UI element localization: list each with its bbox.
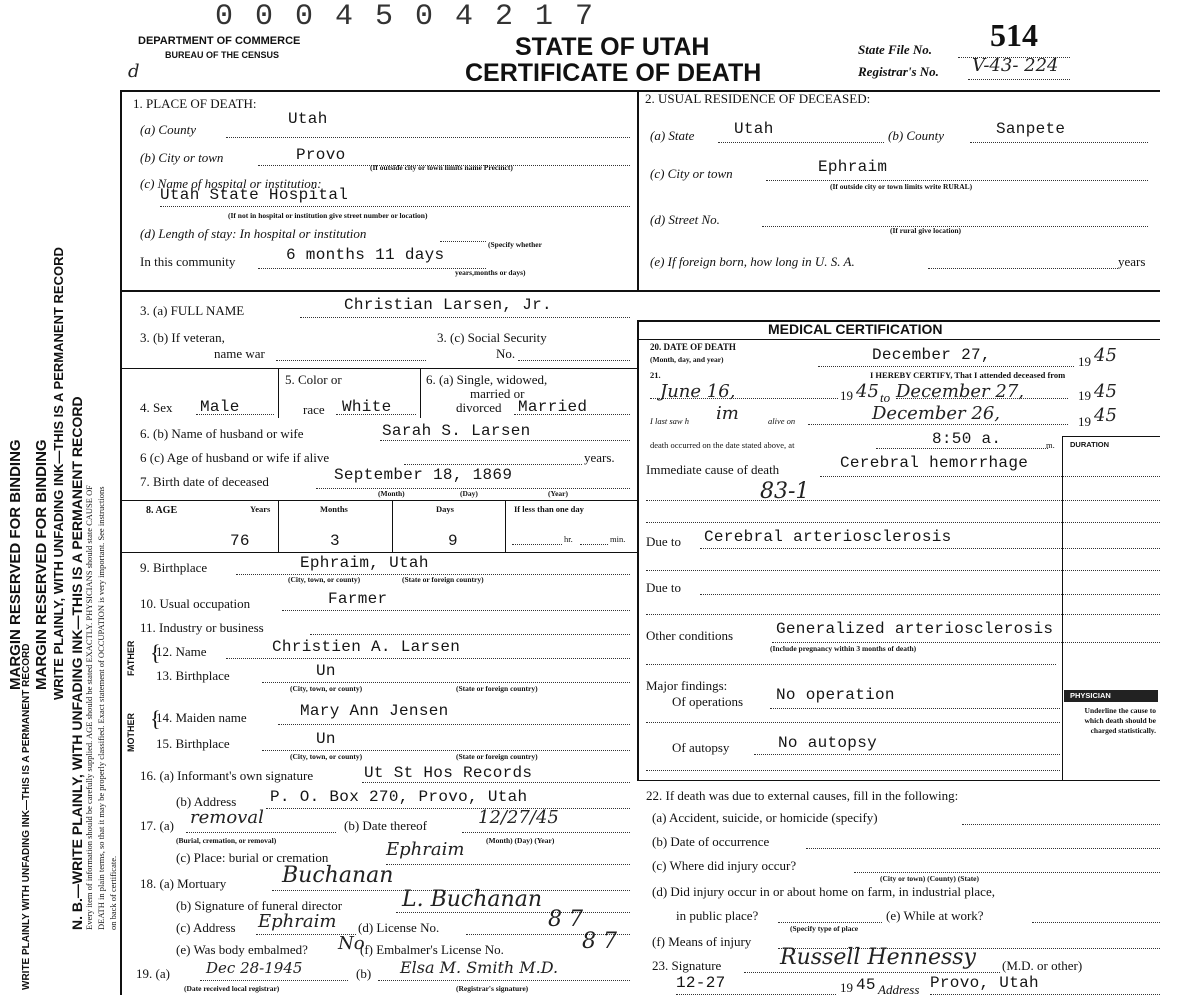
attended-to-year: 45: [1094, 381, 1117, 402]
bureau-label: BUREAU OF THE CENSUS: [165, 50, 280, 60]
father-bp-state-note: (State or foreign country): [456, 684, 538, 693]
hospital-note: (If not in hospital or institution give street number or location): [228, 211, 428, 220]
registrar-signature-label: (b): [356, 966, 372, 981]
death-city-label: (b) City or town: [140, 150, 224, 165]
foreign-born-years-label: years: [1118, 254, 1146, 269]
residence-city-label: (c) City or town: [650, 166, 733, 181]
burial-note: (Burial, cremation, or removal): [176, 836, 277, 845]
spouse-age-years: years.: [584, 450, 615, 465]
registrar-item-label: 19. (a): [136, 966, 170, 981]
residence-heading: 2. USUAL RESIDENCE OF DECEASED:: [645, 91, 871, 106]
physician-md-label: (M.D. or other): [1002, 958, 1083, 973]
attended-to-label: to: [880, 390, 891, 405]
embalmer-license-value: 8 7: [582, 929, 617, 954]
cause-code: 83-1: [760, 479, 810, 504]
margin-binding-1: MARGIN RESERVED FOR BINDING: [7, 439, 24, 690]
death-city-note: (If outside city or town limits name Precinct): [370, 163, 513, 172]
birth-date-value: September 18, 1869: [334, 466, 513, 484]
social-security-label: 3. (c) Social Security: [437, 330, 547, 345]
street-note: (If rural give location): [890, 226, 962, 235]
license-value: 8 7: [548, 907, 583, 932]
birth-date-label: 7. Birth date of deceased: [140, 474, 269, 489]
mother-birthplace-value: Un: [316, 730, 336, 748]
due-to-1-label: Due to: [646, 534, 682, 549]
social-security-no-label: No.: [496, 346, 516, 361]
registrar-date-note: (Date received local registrar): [184, 984, 280, 993]
color-label: 5. Color or: [285, 372, 342, 387]
burial-date-note: (Month) (Day) (Year): [486, 836, 555, 845]
major-findings-label: Major findings:: [646, 678, 728, 693]
birth-day-note: (Day): [460, 489, 478, 498]
due-to-1-value: Cerebral arteriosclerosis: [704, 528, 952, 546]
operations-value: No operation: [776, 686, 895, 704]
physician-box-note: Underline the cause to which death should be charged statistically.: [1084, 706, 1156, 735]
external-accident-label: (a) Accident, suicide, or homicide (specify): [652, 810, 878, 825]
registrar-signature-note: (Registrar's signature): [456, 984, 529, 993]
external-type-note: (Specify type of place: [790, 924, 859, 933]
mortuary-value: Buchanan: [282, 863, 394, 888]
external-where-note: (City or town) (County) (State): [880, 874, 980, 883]
margin-permanent-record-1: WRITE PLAINLY WITH UNFADING INK—THIS IS A PERMANENT RECORD: [21, 643, 32, 990]
age-years-value: 76: [230, 532, 250, 550]
age-days-column: Days: [436, 504, 454, 514]
death-county-value: Utah: [288, 110, 328, 128]
death-city-value: Provo: [296, 146, 346, 164]
race-label: race: [303, 402, 325, 417]
maiden-name-value: Mary Ann Jensen: [300, 702, 449, 720]
other-conditions-label: Other conditions: [646, 628, 734, 643]
funeral-director-signature: L. Buchanan: [402, 887, 542, 912]
informant-signature-label: 16. (a) Informant's own signature: [140, 768, 314, 783]
date-of-death-year: 45: [1094, 345, 1117, 366]
veteran-label: 3. (b) If veteran,: [140, 330, 225, 345]
external-date-label: (b) Date of occurrence: [652, 834, 770, 849]
mortuary-address-label: (c) Address: [176, 920, 236, 935]
item-21-label: 21.: [650, 370, 661, 380]
residence-state-value: Utah: [734, 120, 774, 138]
embalmer-license-label: (f) Embalmer's License No.: [360, 942, 504, 957]
full-name-value: Christian Larsen, Jr.: [344, 296, 552, 314]
birthplace-city-note: (City, town, or county): [288, 575, 361, 584]
certificate-title: CERTIFICATE OF DEATH: [465, 59, 762, 87]
margin-nb-note: N. B.—WRITE PLAINLY, WITH UNFADING INK—THIS IS A PERMANENT RECORD: [69, 396, 85, 930]
margin-instructions-2: DEATH in plain terms, so that it may be properly classified. Exact statement of OCCUPATION is very important. See instructions: [96, 486, 106, 930]
mother-birthplace-label: 15. Birthplace: [156, 736, 230, 751]
margin-instructions-1: Every item of information should be carefully supplied. AGE should be stated EXACTLY. PHYSICIANS should state CAUSE OF: [84, 485, 94, 930]
marital-label-3: divorced: [456, 400, 502, 415]
informant-signature-value: Ut St Hos Records: [364, 764, 533, 782]
duration-column-label: DURATION: [1070, 440, 1110, 449]
sex-label: 4. Sex: [140, 400, 173, 415]
stay-label: (d) Length of stay: In hospital or institution: [140, 226, 367, 241]
mortuary-label: 18. (a) Mortuary: [140, 876, 227, 891]
registrar-date-value: Dec 28-1945: [206, 959, 303, 977]
signature-address-label: Address: [878, 982, 920, 997]
immediate-cause-value: Cerebral hemorrhage: [840, 454, 1029, 472]
full-name-label: 3. (a) FULL NAME: [140, 303, 245, 318]
medical-certification-heading: MEDICAL CERTIFICATION: [768, 321, 943, 337]
burial-date-value: 12/27/45: [478, 807, 559, 828]
age-months-column: Months: [320, 504, 348, 514]
birthplace-value: Ephraim, Utah: [300, 554, 429, 572]
age-min-label: min.: [610, 534, 626, 544]
attended-from-year: 45: [856, 381, 879, 402]
informant-address-label: (b) Address: [176, 794, 237, 809]
autopsy-label: Of autopsy: [672, 740, 730, 755]
father-name-label: 12. Name: [156, 644, 207, 659]
due-to-2-label: Due to: [646, 580, 682, 595]
signature-address-value: Provo, Utah: [930, 974, 1039, 992]
external-where-label: (c) Where did injury occur?: [652, 858, 797, 873]
place-of-death-heading: 1. PLACE OF DEATH:: [133, 96, 257, 111]
attended-to-year-prefix: 19: [1078, 388, 1091, 403]
mother-bp-city-note: (City, town, or county): [290, 752, 363, 761]
marital-label-2: married or: [470, 386, 525, 401]
margin-binding-2: MARGIN RESERVED FOR BINDING: [33, 439, 50, 690]
registrar-number-label: Registrar's No.: [858, 64, 939, 79]
residence-county-value: Sanpete: [996, 120, 1066, 138]
date-of-death-label: 20. DATE OF DEATH: [650, 342, 736, 352]
community-note: years,months or days): [455, 268, 526, 277]
death-time-value: 8:50 a.: [932, 430, 1002, 448]
community-value: 6 months 11 days: [286, 246, 445, 264]
funeral-director-label: (b) Signature of funeral director: [176, 898, 343, 913]
embalmed-value: No: [338, 933, 365, 954]
state-file-label: State File No.: [858, 42, 933, 57]
operations-label: Of operations: [672, 694, 744, 709]
burial-date-label: (b) Date thereof: [344, 818, 428, 833]
age-less-than-day-column: If less than one day: [514, 504, 584, 514]
death-occurred-label: death occurred on the date stated above, at: [650, 440, 795, 450]
state-file-number: 514: [990, 17, 1038, 53]
date-of-death-year-prefix: 19: [1078, 354, 1091, 369]
age-label: 8. AGE: [146, 505, 178, 516]
residence-city-value: Ephraim: [818, 158, 888, 176]
attended-from-value: June 16,: [660, 381, 736, 402]
mortuary-address-value: Ephraim: [258, 911, 337, 932]
burial-place-value: Ephraim: [386, 839, 465, 860]
industry-label: 11. Industry or business: [140, 620, 264, 635]
residence-city-note: (If outside city or town limits write RURAL): [830, 182, 973, 191]
birth-year-note: (Year): [548, 489, 568, 498]
signature-year: 45: [856, 976, 876, 994]
registrar-number: V-43- 224: [972, 55, 1059, 76]
alive-on-label: alive on: [768, 416, 796, 426]
autopsy-value: No autopsy: [778, 734, 878, 752]
last-saw-label: I last saw h: [650, 416, 689, 426]
date-of-death-value: December 27,: [872, 346, 991, 364]
burial-place-label: (c) Place: burial or cremation: [176, 850, 329, 865]
occupation-value: Farmer: [328, 590, 388, 608]
certificate-serial-number: 0 0 0 4 5 0 4 2 1 7: [215, 0, 596, 34]
attended-from-year-prefix: 19: [840, 388, 853, 403]
death-county-label: (a) County: [140, 122, 196, 137]
alive-on-value: December 26,: [872, 403, 1001, 424]
father-bp-city-note: (City, town, or county): [290, 684, 363, 693]
external-at-work-label: (e) While at work?: [886, 908, 984, 923]
external-public-place-label: in public place?: [676, 908, 759, 923]
residence-county-label: (b) County: [888, 128, 944, 143]
department-label: DEPARTMENT OF COMMERCE: [138, 35, 301, 47]
informant-address-value: P. O. Box 270, Provo, Utah: [270, 788, 528, 806]
war-label: name war: [214, 346, 265, 361]
street-label: (d) Street No.: [650, 212, 720, 227]
external-means-label: (f) Means of injury: [652, 934, 752, 949]
signature-date-value: 12-27: [676, 974, 726, 992]
physician-signature: Russell Hennessy: [780, 945, 976, 970]
hospital-value: Utah State Hospital: [160, 186, 349, 204]
burial-value: removal: [190, 807, 264, 828]
race-value: White: [342, 398, 392, 416]
alive-on-year: 45: [1094, 405, 1117, 426]
mother-bp-state-note: (State or foreign country): [456, 752, 538, 761]
margin-permanent-record-2: WRITE PLAINLY, WITH UNFADING INK—THIS IS A PERMANENT RECORD: [51, 247, 66, 700]
immediate-cause-label: Immediate cause of death: [646, 462, 780, 477]
license-label: (d) License No.: [358, 920, 440, 935]
marital-value: Married: [518, 398, 588, 416]
external-home-farm-label: (d) Did injury occur in or about home on farm, in industrial place,: [652, 884, 995, 899]
age-years-column: Years: [250, 504, 271, 514]
signature-year-prefix: 19: [840, 980, 853, 995]
margin-instructions-3: on back of certificate.: [108, 855, 118, 930]
residence-state-label: (a) State: [650, 128, 695, 143]
date-of-death-note: (Month, day, and year): [650, 355, 724, 364]
father-birthplace-value: Un: [316, 662, 336, 680]
spouse-label: 6. (b) Name of husband or wife: [140, 426, 304, 441]
mother-side-label: MOTHER: [126, 713, 136, 752]
foreign-born-label: (e) If foreign born, how long in U. S. A.: [650, 254, 855, 269]
father-birthplace-label: 13. Birthplace: [156, 668, 230, 683]
physician-signature-label: 23. Signature: [652, 958, 722, 973]
burial-label: 17. (a): [140, 818, 174, 833]
marital-label-1: 6. (a) Single, widowed,: [426, 372, 548, 387]
state-title: STATE OF UTAH: [515, 33, 710, 61]
external-causes-heading: 22. If death was due to external causes, fill in the following:: [646, 788, 959, 803]
father-name-value: Christien A. Larsen: [272, 638, 461, 656]
death-time-m-label: m.: [1046, 440, 1055, 450]
attended-to-value: December 27,: [896, 381, 1025, 402]
stay-note: (Specify whether: [488, 240, 542, 249]
other-conditions-note: (Include pregnancy within 3 months of death): [770, 644, 917, 653]
corner-mark: d: [128, 61, 140, 82]
hospital-label: (c) Name of hospital or institution:: [140, 176, 322, 191]
age-months-value: 3: [330, 532, 340, 550]
embalmed-label: (e) Was body embalmed?: [176, 942, 308, 957]
father-side-label: FATHER: [126, 640, 136, 676]
last-saw-value: im: [716, 403, 739, 424]
birth-month-note: (Month): [378, 489, 405, 498]
certify-label: I HEREBY CERTIFY, That I attended deceased from: [870, 370, 1066, 380]
spouse-age-label: 6 (c) Age of husband or wife if alive: [140, 450, 330, 465]
birthplace-label: 9. Birthplace: [140, 560, 208, 575]
registrar-signature: Elsa M. Smith M.D.: [400, 958, 559, 977]
occupation-label: 10. Usual occupation: [140, 596, 251, 611]
age-hr-label: hr.: [564, 534, 573, 544]
physician-box-label: PHYSICIAN: [1070, 691, 1111, 700]
alive-on-year-prefix: 19: [1078, 414, 1091, 429]
birthplace-state-note: (State or foreign country): [402, 575, 484, 584]
maiden-name-label: 14. Maiden name: [156, 710, 247, 725]
spouse-value: Sarah S. Larsen: [382, 422, 531, 440]
age-days-value: 9: [448, 532, 458, 550]
other-conditions-value: Generalized arteriosclerosis: [776, 620, 1054, 638]
community-label: In this community: [140, 254, 236, 269]
sex-value: Male: [200, 398, 240, 416]
